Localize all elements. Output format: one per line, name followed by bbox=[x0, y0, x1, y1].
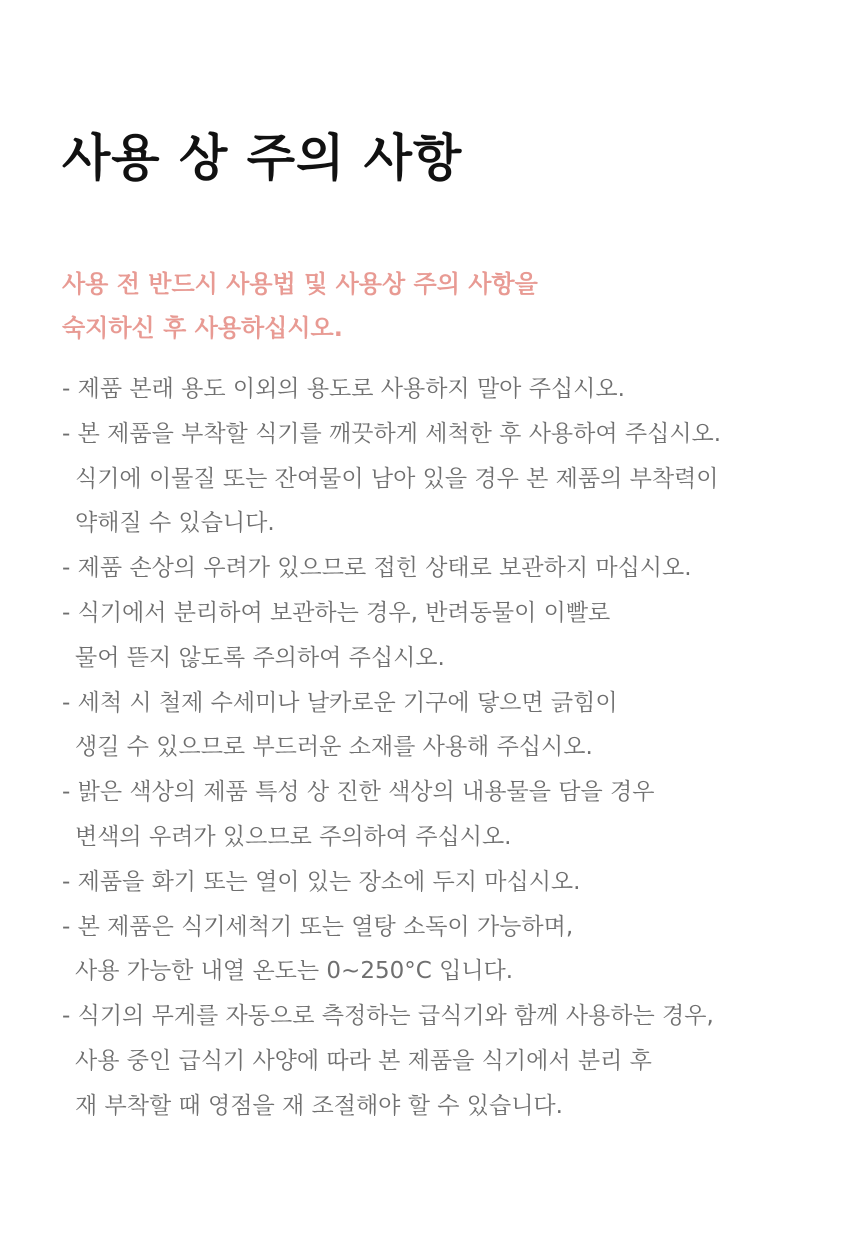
caution-item bbox=[62, 994, 822, 1128]
caution-line: - 밝은 색상의 제품 특성 상 진한 색상의 내용물을 담을 경우 bbox=[62, 779, 655, 806]
caution-item bbox=[62, 770, 822, 860]
caution-line: - 본 제품은 식기세척기 또는 열탕 소독이 가능하며, bbox=[62, 913, 574, 940]
page-title: 사용 상 주의 사항 bbox=[62, 129, 463, 187]
caution-item bbox=[62, 905, 822, 995]
caution-line: 생길 수 있으므로 부드러운 소재를 사용해 주십시오. bbox=[75, 734, 593, 761]
caution-line: 재 부착할 때 영점을 재 조절해야 할 수 있습니다. bbox=[75, 1092, 563, 1119]
caution-line: - 세척 시 철제 수세미나 날카로운 기구에 닿으면 긁힘이 bbox=[62, 689, 618, 716]
caution-line: - 제품 손상의 우려가 있으므로 접힌 상태로 보관하지 마십시오. bbox=[62, 555, 692, 582]
caution-line: - 식기에서 분리하여 보관하는 경우, 반려동물이 이빨로 bbox=[62, 599, 611, 626]
caution-line: - 제품을 화기 또는 열이 있는 장소에 두지 마십시오. bbox=[62, 868, 581, 895]
caution-item bbox=[62, 860, 822, 905]
caution-list bbox=[62, 367, 822, 1129]
caution-line: - 본 제품을 부착할 식기를 깨끗하게 세척한 후 사용하여 주십시오. bbox=[62, 420, 722, 447]
caution-item bbox=[62, 412, 822, 546]
caution-line: 사용 가능한 내열 온도는 0~250°C 입니다. bbox=[75, 958, 514, 985]
caution-line: 물어 뜯지 않도록 주의하여 주십시오. bbox=[75, 644, 445, 671]
caution-line: - 식기의 무게를 자동으로 측정하는 급식기와 함께 사용하는 경우, bbox=[62, 1003, 714, 1030]
caution-line: 약해질 수 있습니다. bbox=[75, 510, 275, 537]
caution-item bbox=[62, 681, 822, 771]
caution-item bbox=[62, 546, 822, 591]
warning-line: 사용 전 반드시 사용법 및 사용상 주의 사항을 bbox=[62, 270, 538, 298]
caution-line: 사용 중인 급식기 사양에 따라 본 제품을 식기에서 분리 후 bbox=[75, 1047, 652, 1074]
caution-item bbox=[62, 591, 822, 681]
caution-item bbox=[62, 367, 822, 412]
caution-line: 식기에 이물질 또는 잔여물이 남아 있을 경우 본 제품의 부착력이 bbox=[75, 465, 719, 492]
caution-line: - 제품 본래 용도 이외의 용도로 사용하지 말아 주십시오. bbox=[62, 376, 625, 402]
warning-notice bbox=[62, 262, 822, 350]
caution-line: 변색의 우려가 있으므로 주의하여 주십시오. bbox=[75, 823, 512, 850]
warning-line: 숙지하신 후 사용하십시오. bbox=[62, 314, 343, 342]
